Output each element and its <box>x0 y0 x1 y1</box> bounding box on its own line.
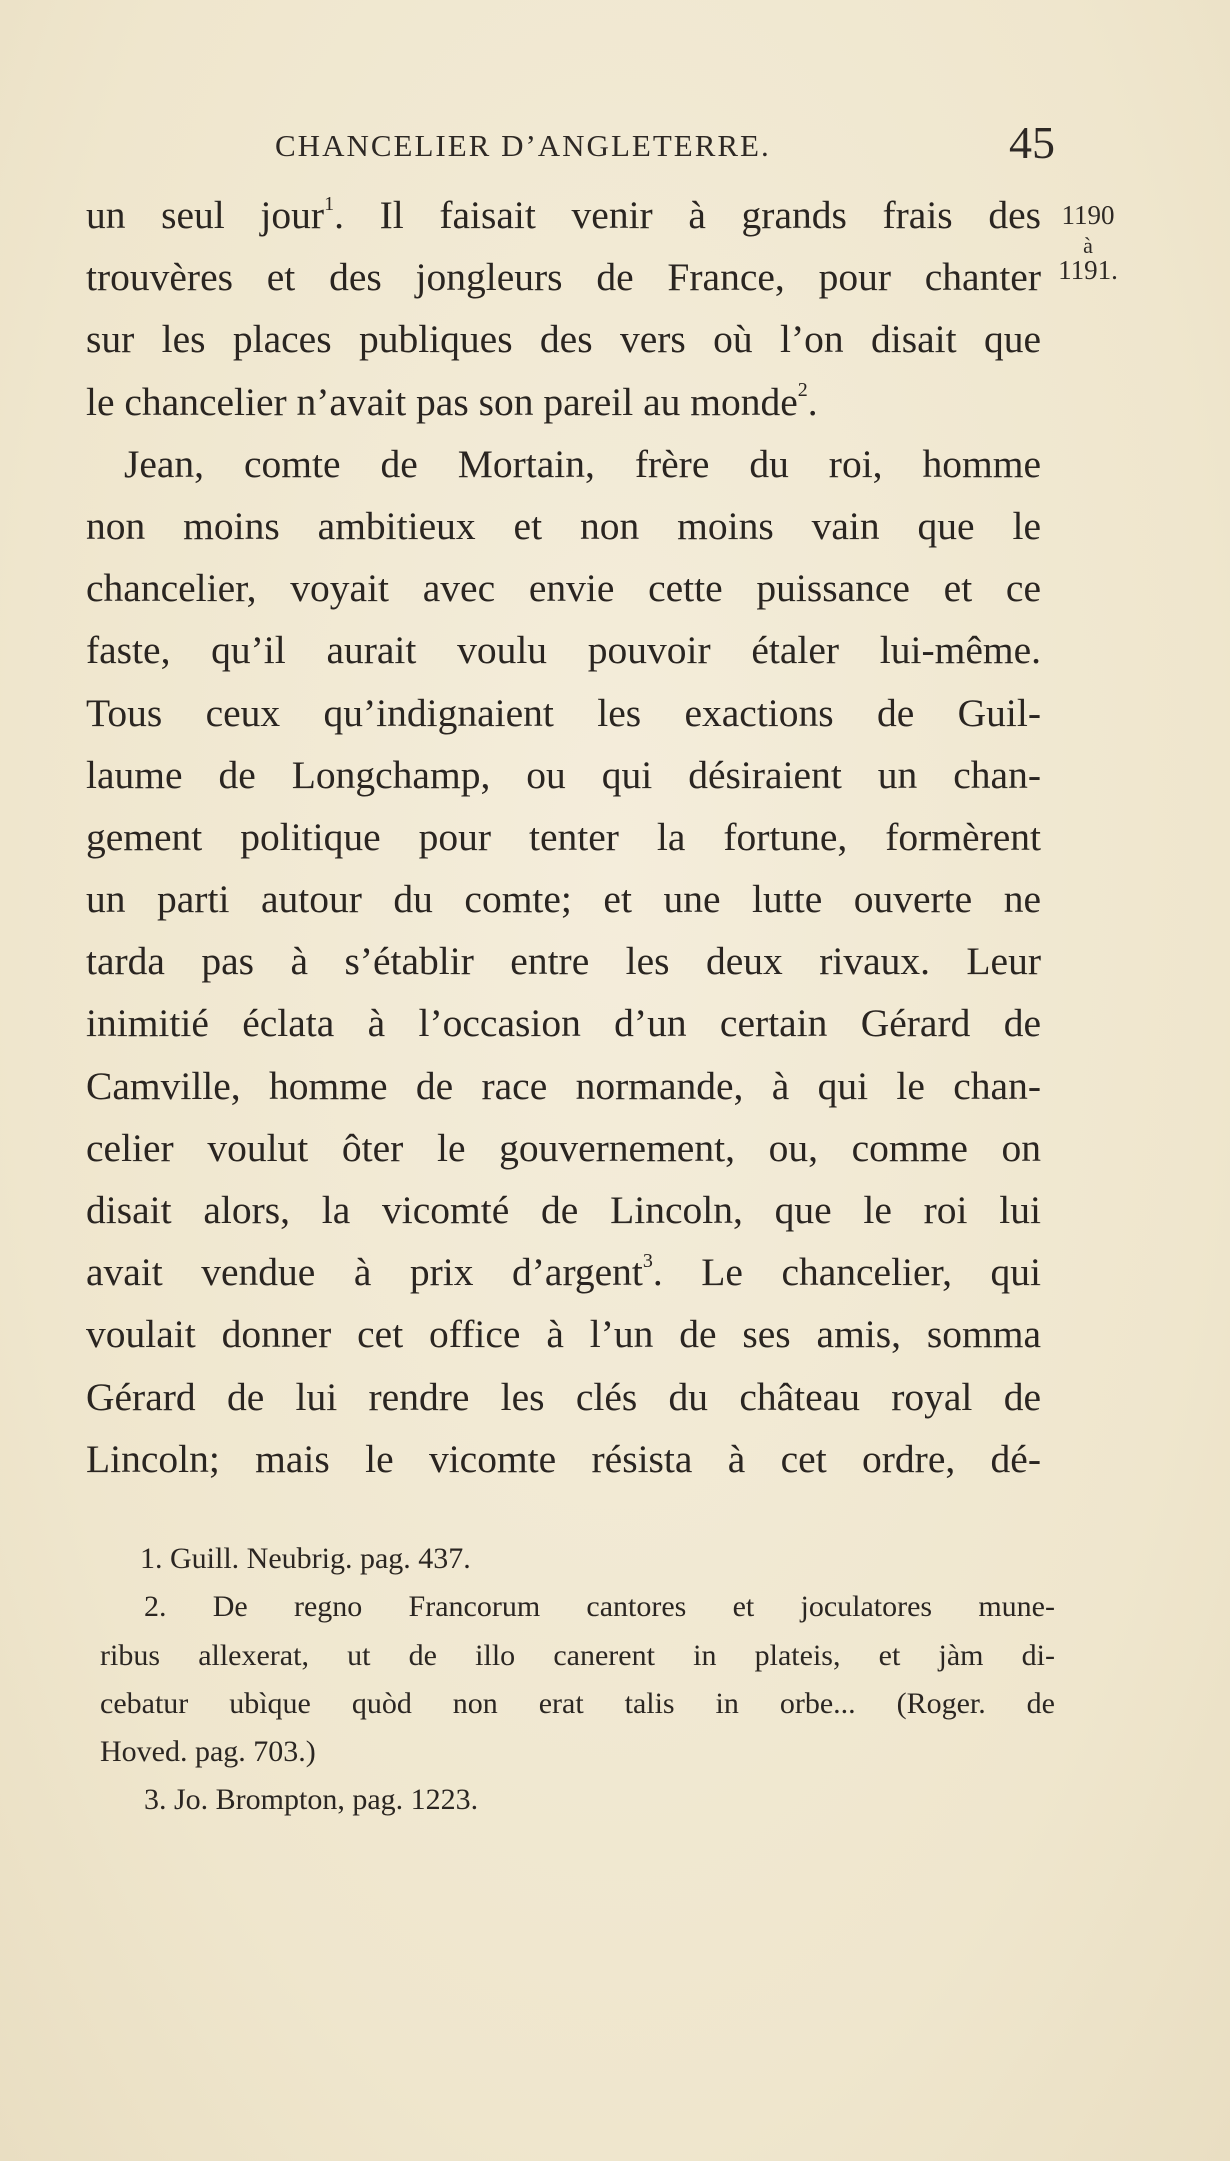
footnote-ref: 2 <box>797 379 808 402</box>
body-line: celier voulut ôter le gouvernement, ou, comme on <box>86 1125 1041 1170</box>
body-line: Tous ceux qu’indignaient les exactions de Guil- <box>86 690 1041 735</box>
margin-date-note <box>1048 202 1128 284</box>
body-line: sur les places publiques des vers où l’on disait que <box>86 317 1041 362</box>
body-text <box>86 184 1041 1490</box>
body-line: Jean, comte de Mortain, frère du roi, homme <box>124 441 1041 486</box>
footnote-line: Hoved. pag. 703.) <box>100 1735 316 1769</box>
body-line: gement politique pour tenter la fortune, formèrent <box>86 814 1041 859</box>
body-line: inimitié éclata à l’occasion d’un certain Gérard de <box>86 1001 1041 1046</box>
footnotes <box>100 1535 1055 1825</box>
body-line-text: un seul jour <box>86 193 325 237</box>
page-header <box>275 117 1055 172</box>
body-line: Gérard de lui rendre les clés du château royal de <box>86 1374 1041 1419</box>
body-line-text: avait vendue à prix d’argent <box>86 1250 643 1295</box>
body-line <box>86 371 1041 433</box>
body-line: Lincoln; mais le vicomte résista à cet ordre, dé- <box>86 1436 1041 1481</box>
body-line: non moins ambitieux et non moins vain que le <box>86 503 1041 548</box>
body-line: trouvères et des jongleurs de France, pour chanter <box>86 255 1041 300</box>
footnote-line: cebatur ubìque quòd non erat talis in orbe... (Roger. de <box>100 1686 1055 1720</box>
margin-year-end: 1191. <box>1058 255 1118 285</box>
footnote-line: 3. Jo. Brompton, pag. 1223. <box>144 1783 479 1817</box>
margin-connector: à <box>1083 233 1093 258</box>
footnote-ref: 3 <box>642 1250 653 1273</box>
body-line: disait alors, la vicomté de Lincoln, que le roi lui <box>86 1188 1041 1232</box>
body-line <box>86 184 1041 246</box>
footnote-line: 1. Guill. Neubrig. pag. 437. <box>140 1542 471 1575</box>
body-line: tarda pas à s’établir entre les deux rivaux. Leur <box>86 939 1041 984</box>
margin-year-start: 1190 <box>1061 200 1115 230</box>
body-line-text: . Il faisait venir à grands frais des <box>334 193 1041 237</box>
body-line-text: . <box>807 379 818 424</box>
body-line-text: le chancelier n’avait pas son pareil au monde <box>86 379 798 424</box>
body-line: Camville, homme de race normande, à qui le chan- <box>86 1063 1041 1108</box>
footnote-line: 2. De regno Francorum cantores et joculatores mune- <box>144 1590 1055 1624</box>
footnote-line: ribus allexerat, ut de illo canerent in plateis, et jàm di- <box>100 1638 1055 1672</box>
running-title: CHANCELIER D’ANGLETERRE. <box>275 128 771 163</box>
body-line <box>86 1241 1041 1303</box>
footnote-ref: 1 <box>324 192 335 215</box>
body-line: chancelier, voyait avec envie cette puissance et ce <box>86 566 1041 611</box>
body-line: un parti autour du comte; et une lutte ouverte ne <box>86 877 1041 922</box>
body-line: faste, qu’il aurait voulu pouvoir étaler lui-même. <box>86 628 1041 673</box>
page-number: 45 <box>1009 117 1055 168</box>
body-line: laume de Longchamp, ou qui désiraient un chan- <box>86 752 1041 797</box>
body-line: voulait donner cet office à l’un de ses amis, somma <box>86 1312 1041 1357</box>
body-line-text: . Le chancelier, qui <box>652 1250 1041 1295</box>
